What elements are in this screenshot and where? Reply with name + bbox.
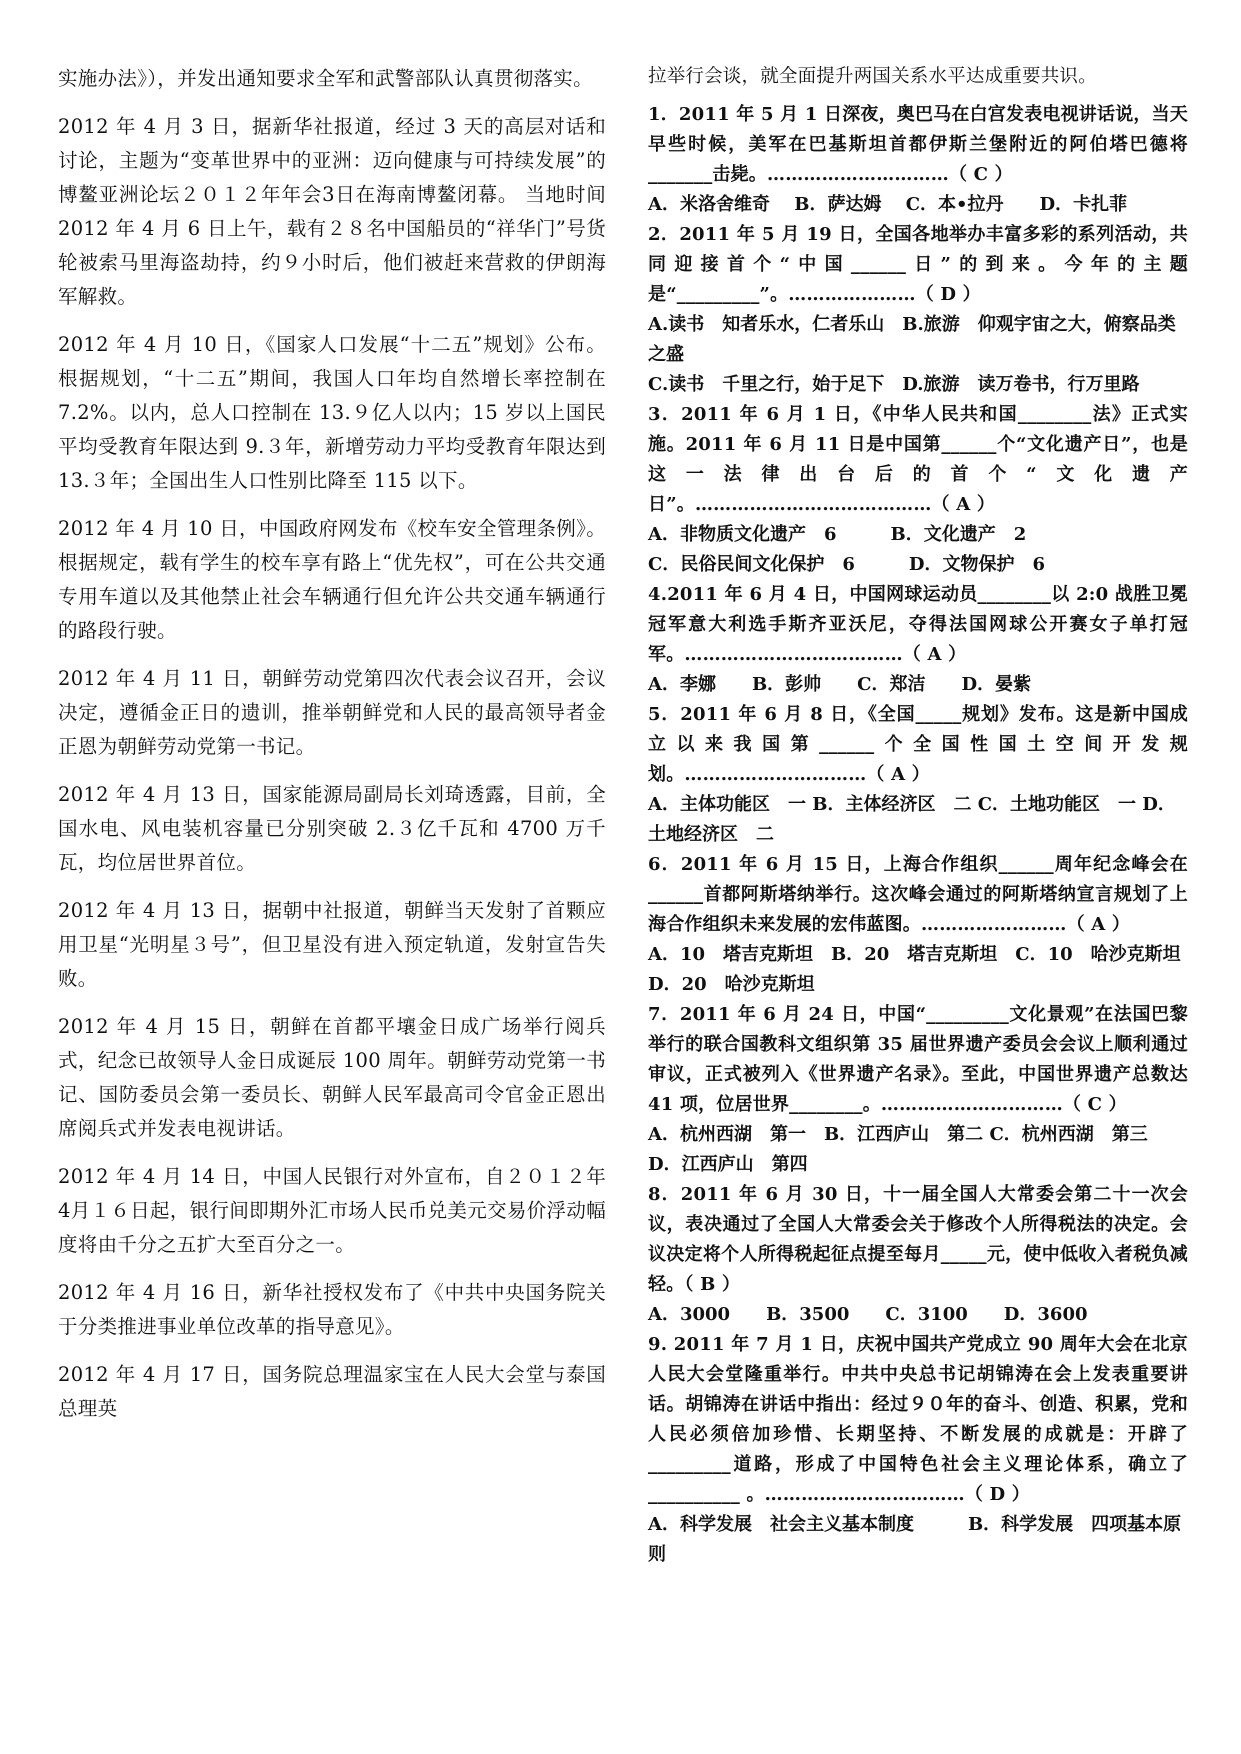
right-column [648, 62, 1199, 1570]
question-stem: 2．2011 年 5 月 19 日，全国各地举办丰富多彩的系列活动，共同迎接首个“中国______日”的到来。今年的主题是“_________”。…………………（ D ） [648, 224, 1188, 305]
paragraph: 2012 年 4 月 16 日，新华社授权发布了《中共中央国务院关于分类推进事业单位改革的指导意见》。 [58, 1281, 606, 1338]
paragraph: 2012 年 4 月 13 日，国家能源局副局长刘琦透露，目前，全国水电、风电装机容量已分别突破 2.３亿千瓦和 4700 万千瓦，均位居世界首位。 [58, 783, 606, 874]
question-options: A．非物质文化遗产 6 B．文化遗产 2 [648, 524, 1027, 545]
paragraph: 2012 年 4 月 17 日，国务院总理温家宝在人民大会堂与泰国总理英 [58, 1363, 606, 1420]
question-options: A．米洛舍维奇 B．萨达姆 C．本•拉丹 D．卡扎菲 [648, 194, 1128, 215]
question-stem: 5．2011 年 6 月 8 日，《全国_____规划》发布。这是新中国成立以来我国第______个全国性国土空间开发规划。…………………………（ A ） [648, 704, 1188, 785]
paragraph: 2012 年 4 月 10 日，《国家人口发展“十二五”规划》公布。根据规划，“十二五”期间，我国人口年均自然增长率控制在 7.2%。以内，总人口控制在 13.９亿人以内；15 岁以上国民平均受教育年限达到 9.３年，新增劳动力平均受教育年限达到 13.３年；全国出生人口性别比降至 115 以下。 [58, 333, 606, 492]
question-options: A．10 塔吉克斯坦 B．20 塔吉克斯坦 C．10 哈沙克斯坦 D．20 哈沙克斯坦 [648, 944, 1199, 995]
paragraph: 2012 年 4 月 15 日，朝鲜在首都平壤金日成广场举行阅兵式，纪念已故领导人金日成诞辰 100 周年。朝鲜劳动党第一书记、国防委员会第一委员长、朝鲜人民军最高司令官金正恩出席阅兵式并发表电视讲话。 [58, 1015, 606, 1140]
question-options: A．李娜 B．彭帅 C．郑洁 D．晏紫 [648, 674, 1032, 695]
question-options: C．民俗民间文化保护 6 D．文物保护 6 [648, 554, 1045, 575]
question [648, 1000, 1188, 1180]
question-options: A．杭州西湖 第一 B．江西庐山 第二 C．杭州西湖 第三 D．江西庐山 第四 [648, 1124, 1166, 1175]
question [648, 220, 1188, 400]
paragraph: 实施办法》），并发出通知要求全军和武警部队认真贯彻落实。 [58, 67, 593, 90]
paragraph: 2012 年 4 月 13 日，据朝中社报道，朝鲜当天发射了首颗应用卫星“光明星３号”，但卫星没有进入预定轨道，发射宣告失败。 [58, 899, 606, 990]
paragraph: 2012 年 4 月 11 日，朝鲜劳动党第四次代表会议召开，会议决定，遵循金正日的遗训，推举朝鲜党和人民的最高领导者金正恩为朝鲜劳动党第一书记。 [58, 667, 606, 758]
question-stem: 1．2011 年 5 月 1 日深夜，奥巴马在白宫发表电视讲话说，当天早些时候，美军在巴基斯坦首都伊斯兰堡附近的阿伯塔巴德将_______击毙。…………………………（ C ） [648, 104, 1189, 185]
question-stem: 3．2011 年 6 月 1 日，《中华人民共和国________法》正式实施。2011 年 6 月 11 日是中国第______个“文化遗产日”，也是这一法律出台后的首个“文化遗产日”。…………………………………（ A ） [648, 404, 1188, 515]
paragraph: 2012 年 4 月 3 日，据新华社报道，经过 3 天的高层对话和讨论，主题为“变革世界中的亚洲：迈向健康与可持续发展”的博鳌亚洲论坛２０１２年年会3日在海南博鳌闭幕。 当地时间 2012 年 4 月 6 日上午，载有２８名中国船员的“祥华门”号货轮被索马里海盗劫持，约９小时后，他们被赶来营救的伊朗海军解救。 [58, 115, 606, 308]
question-options: A．3000 B．3500 C．3100 D．3600 [648, 1304, 1088, 1325]
question-options: A．科学发展 社会主义基本制度 B．科学发展 四项基本原则 [648, 1514, 1182, 1565]
question [648, 1330, 1188, 1570]
question [648, 1180, 1188, 1330]
question-options: A.读书 知者乐水，仁者乐山 B.旅游 仰观宇宙之大，俯察品类之盛 [648, 314, 1176, 365]
question [648, 850, 1199, 1000]
question-stem: 8．2011 年 6 月 30 日，十一届全国人大常委会第二十一次会议，表决通过了全国人大常委会关于修改个人所得税法的决定。会议决定将个人所得税起征点提至每月_____元，使中低收入者税负减轻。（ B ） [648, 1184, 1188, 1295]
paragraph: 2012 年 4 月 10 日，中国政府网发布《校车安全管理条例》。根据规定，载有学生的校车享有路上“优先权”，可在公共交通专用车道以及其他禁止社会车辆通行但允许公共交通车辆通行的路段行驶。 [58, 517, 606, 642]
paragraph: 拉举行会谈，就全面提升两国关系水平达成重要共识。 [648, 66, 1097, 87]
question-options: A．主体功能区 一 B．主体经济区 二 C．土地功能区 一 D．土地经济区 二 [648, 794, 1176, 845]
paragraph: 2012 年 4 月 14 日，中国人民银行对外宣布，自２０１２年4月１６日起，银行间即期外汇市场人民币兑美元交易价浮动幅度将由千分之五扩大至百分之一。 [58, 1165, 606, 1256]
question [648, 700, 1188, 850]
left-column [58, 62, 606, 1440]
question-stem: 7．2011 年 6 月 24 日，中国“_________文化景观”在法国巴黎举行的联合国教科文组织第 35 届世界遗产委员会会议上顺利通过审议，正式被列入《世界遗产名录》。至此，中国世界遗产总数达 41 项，位居世界________。…………………………（ C ） [648, 1004, 1188, 1115]
question [648, 580, 1188, 700]
question [648, 400, 1188, 580]
question-options: C.读书 千里之行，始于足下 D.旅游 读万卷书，行万里路 [648, 374, 1140, 395]
question [648, 100, 1188, 220]
question-stem: 9. 2011 年 7 月 1 日，庆祝中国共产党成立 90 周年大会在北京人民大会堂隆重举行。中共中央总书记胡锦涛在会上发表重要讲话。胡锦涛在讲话中指出：经过９０年的奋斗、创造、积累，党和人民必须倍加珍惜、长期坚持、不断发展的成就是：开辟了_________道路，形成了中国特色社会主义理论体系，确立了__________ 。……………………………（ D ） [648, 1334, 1188, 1505]
question-stem: 6．2011 年 6 月 15 日，上海合作组织______周年纪念峰会在______首都阿斯塔纳举行。这次峰会通过的阿斯塔纳宣言规划了上海合作组织未来发展的宏伟蓝图。……………………（ A ） [648, 854, 1188, 935]
question-stem: 4.2011 年 6 月 4 日，中国网球运动员________以 2:0 战胜卫冕冠军意大利选手斯齐亚沃尼，夺得法国网球公开赛女子单打冠军。………………………………（ A ） [648, 584, 1188, 665]
